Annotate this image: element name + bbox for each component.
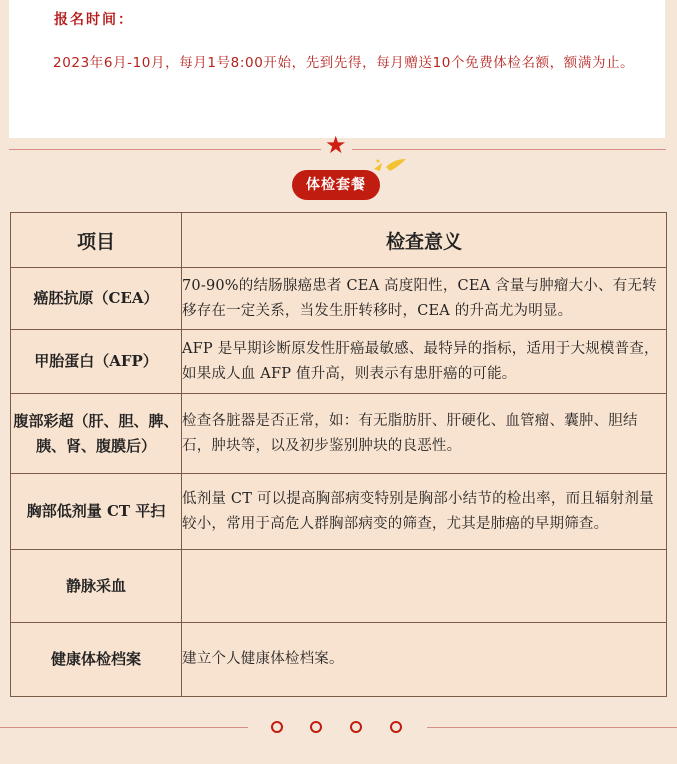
star-icon: ★ [325, 131, 347, 159]
ring-icon [390, 721, 402, 733]
row-item: 胸部低剂量 CT 平扫 [11, 474, 182, 550]
footer-divider-left [0, 727, 248, 728]
row-meaning: 低剂量 CT 可以提高胸部病变特别是胸部小结节的检出率，而且辐射剂量较小，常用于高危人群胸部病变的筛查，尤其是肺癌的早期筛查。 [182, 474, 667, 550]
row-meaning: 70-90%的结肠腺癌患者 CEA 高度阳性，CEA 含量与肿瘤大小、有无转移存在一定关系，当发生肝转移时，CEA 的升高尤为明显。 [182, 268, 667, 330]
table-row [11, 474, 667, 550]
row-meaning [182, 550, 667, 623]
registration-notice [9, 0, 665, 138]
notice-title: 报名时间： [54, 12, 134, 28]
table-row [11, 394, 667, 474]
row-meaning: AFP 是早期诊断原发性肝癌最敏感、最特异的指标，适用于大规模普查，如果成人血 AFP 值升高，则表示有患肝癌的可能。 [182, 330, 667, 394]
table-header-row [11, 213, 667, 268]
row-item: 静脉采血 [11, 550, 182, 623]
footer-divider-right [427, 727, 677, 728]
table-row [11, 268, 667, 330]
row-item: 癌胚抗原（CEA） [11, 268, 182, 330]
header-meaning: 检查意义 [182, 213, 667, 268]
row-item: 健康体检档案 [11, 623, 182, 697]
exam-package-table [10, 212, 667, 697]
divider-left [9, 149, 321, 150]
divider-right [352, 149, 666, 150]
row-item: 腹部彩超（肝、胆、脾、胰、肾、腹膜后） [11, 394, 182, 474]
package-badge: 体检套餐 [292, 170, 380, 200]
table-row [11, 550, 667, 623]
row-meaning: 建立个人健康体检档案。 [182, 623, 667, 697]
sparkle-icon [372, 157, 408, 177]
row-meaning: 检查各脏器是否正常，如：有无脂肪肝、肝硬化、血管瘤、囊肿、胆结石，肿块等，以及初步鉴别肿块的良恶性。 [182, 394, 667, 474]
table-row [11, 623, 667, 697]
notice-text: 2023年6月-10月，每月1号8:00开始，先到先得，每月赠送10个免费体检名额，额满为止。 [53, 55, 635, 71]
header-item: 项目 [11, 213, 182, 268]
row-item: 甲胎蛋白（AFP） [11, 330, 182, 394]
ring-icon [271, 721, 283, 733]
ring-icon [310, 721, 322, 733]
table-row [11, 330, 667, 394]
ring-icon [350, 721, 362, 733]
